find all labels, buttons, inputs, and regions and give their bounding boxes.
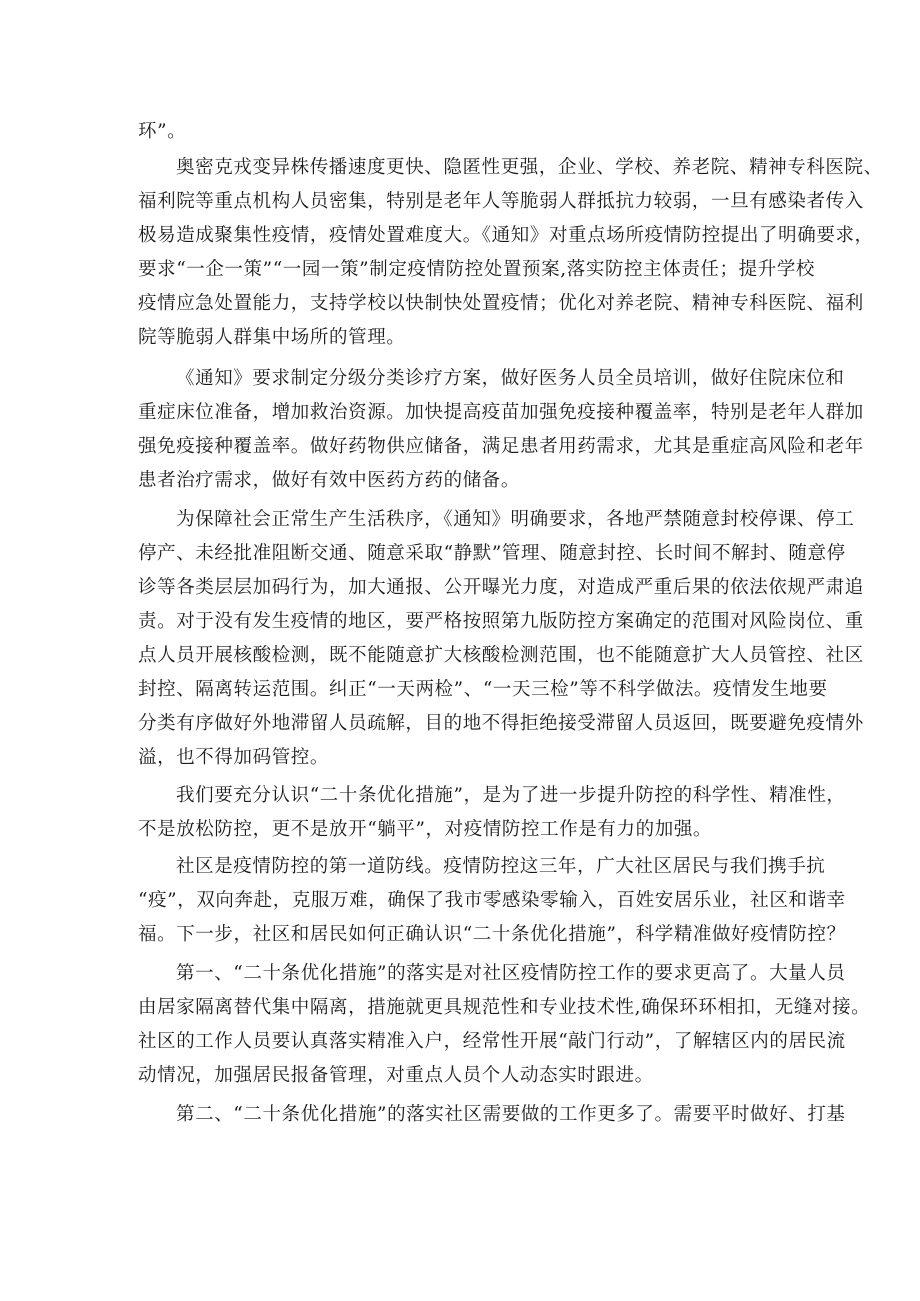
text-line: 不是放松防控，更不是放开“躺平”，对疫情防控工作是有力的加强。 — [138, 819, 713, 840]
text-line: 患者治疗需求，做好有效中医药方药的储备。 — [138, 470, 521, 491]
text-line: 院等脆弱人群集中场所的管理。 — [138, 327, 406, 348]
text-line: 点人员开展核酸检测，既不能随意扩大核酸检测范围，也不能随意扩大人员管控、社区 — [138, 645, 864, 666]
paragraph-start-line: 奥密克戎变异株传播速度更快、隐匿性更强，企业、学校、养老院、精神专科医院、 — [176, 157, 883, 178]
text-line: 福。下一步，社区和居民如何正确认识“二十条优化措施”，科学精准做好疫情防控？ — [138, 924, 846, 945]
text-line: 极易造成聚集性疫情，疫情处置难度大。《通知》对重点场所疫情防控提出了明确要求， — [138, 225, 874, 246]
paragraph-start-line: 社区是疫情防控的第一道防线。疫情防控这三年，广大社区居民与我们携手抗 — [176, 856, 826, 877]
paragraph-start-line: 为保障社会正常生产生活秩序，《通知》明确要求，各地严禁随意封校停课、停工 — [176, 509, 855, 530]
text-line: 强免疫接种覆盖率。做好药物供应储备，满足患者用药需求，尤其是重症高风险和老年 — [138, 436, 864, 457]
text-line: 环”。 — [138, 121, 187, 142]
text-line: 要求“一企一策”“一园一策”制定疫情防控处置预案,落实防控主体责任；提升学校 — [138, 259, 816, 280]
text-line: 重症床位准备，增加救治资源。加快提高疫苗加强免疫接种覆盖率，特别是老年人群加 — [138, 402, 864, 423]
text-line: 由居家隔离替代集中隔离，措施就更具规范性和专业技术性,确保环环相扣，无缝对接。 — [138, 997, 871, 1018]
paragraph-start-line: 我们要充分认识“二十条优化措施”，是为了进一步提升防控的科学性、精准性， — [176, 785, 846, 806]
text-line: 动情况，加强居民报备管理，对重点人员个人动态实时跟进。 — [138, 1065, 654, 1086]
paragraph-start-line: 第一、“二十条优化措施”的落实是对社区疫情防控工作的要求更高了。大量人员 — [176, 963, 846, 984]
text-line: 责。对于没有发生疫情的地区，要严格按照第九版防控方案确定的范围对风险岗位、重 — [138, 611, 864, 632]
text-line: 疫情应急处置能力，支持学校以快制快处置疫情；优化对养老院、精神专科医院、福利 — [138, 293, 864, 314]
text-line: “疫”，双向奔赴，克服万难，确保了我市零感染零输入，百姓安居乐业，社区和谐幸 — [138, 890, 846, 911]
text-line: 诊等各类层层加码行为，加大通报、公开曝光力度，对造成严重后果的依法依规严肃追 — [138, 577, 864, 598]
text-line: 分类有序做好外地滞留人员疏解，目的地不得拒绝接受滞留人员返回，既要避免疫情外 — [138, 713, 864, 734]
paragraph-start-line: 《通知》要求制定分级分类诊疗方案，做好医务人员全员培训，做好住院床位和 — [176, 368, 845, 389]
text-line: 社区的工作人员要认真落实精准入户，经常性开展“敲门行动”，了解辖区内的居民流 — [138, 1031, 846, 1052]
text-line: 封控、隔离转运范围。纠正“一天两检”、“一天三检”等不科学做法。疫情发生地要 — [138, 679, 828, 700]
text-line: 溢，也不得加码管控。 — [138, 747, 330, 768]
text-line: 福利院等重点机构人员密集，特别是老年人等脆弱人群抵抗力较弱，一旦有感染者传入 — [138, 191, 864, 212]
text-line: 停产、未经批准阻断交通、随意采取“静默”管理、随意封控、长时间不解封、随意停 — [138, 543, 846, 564]
paragraph-start-line: 第二、“二十条优化措施”的落实社区需要做的工作更多了。需要平时做好、打基 — [176, 1104, 846, 1125]
